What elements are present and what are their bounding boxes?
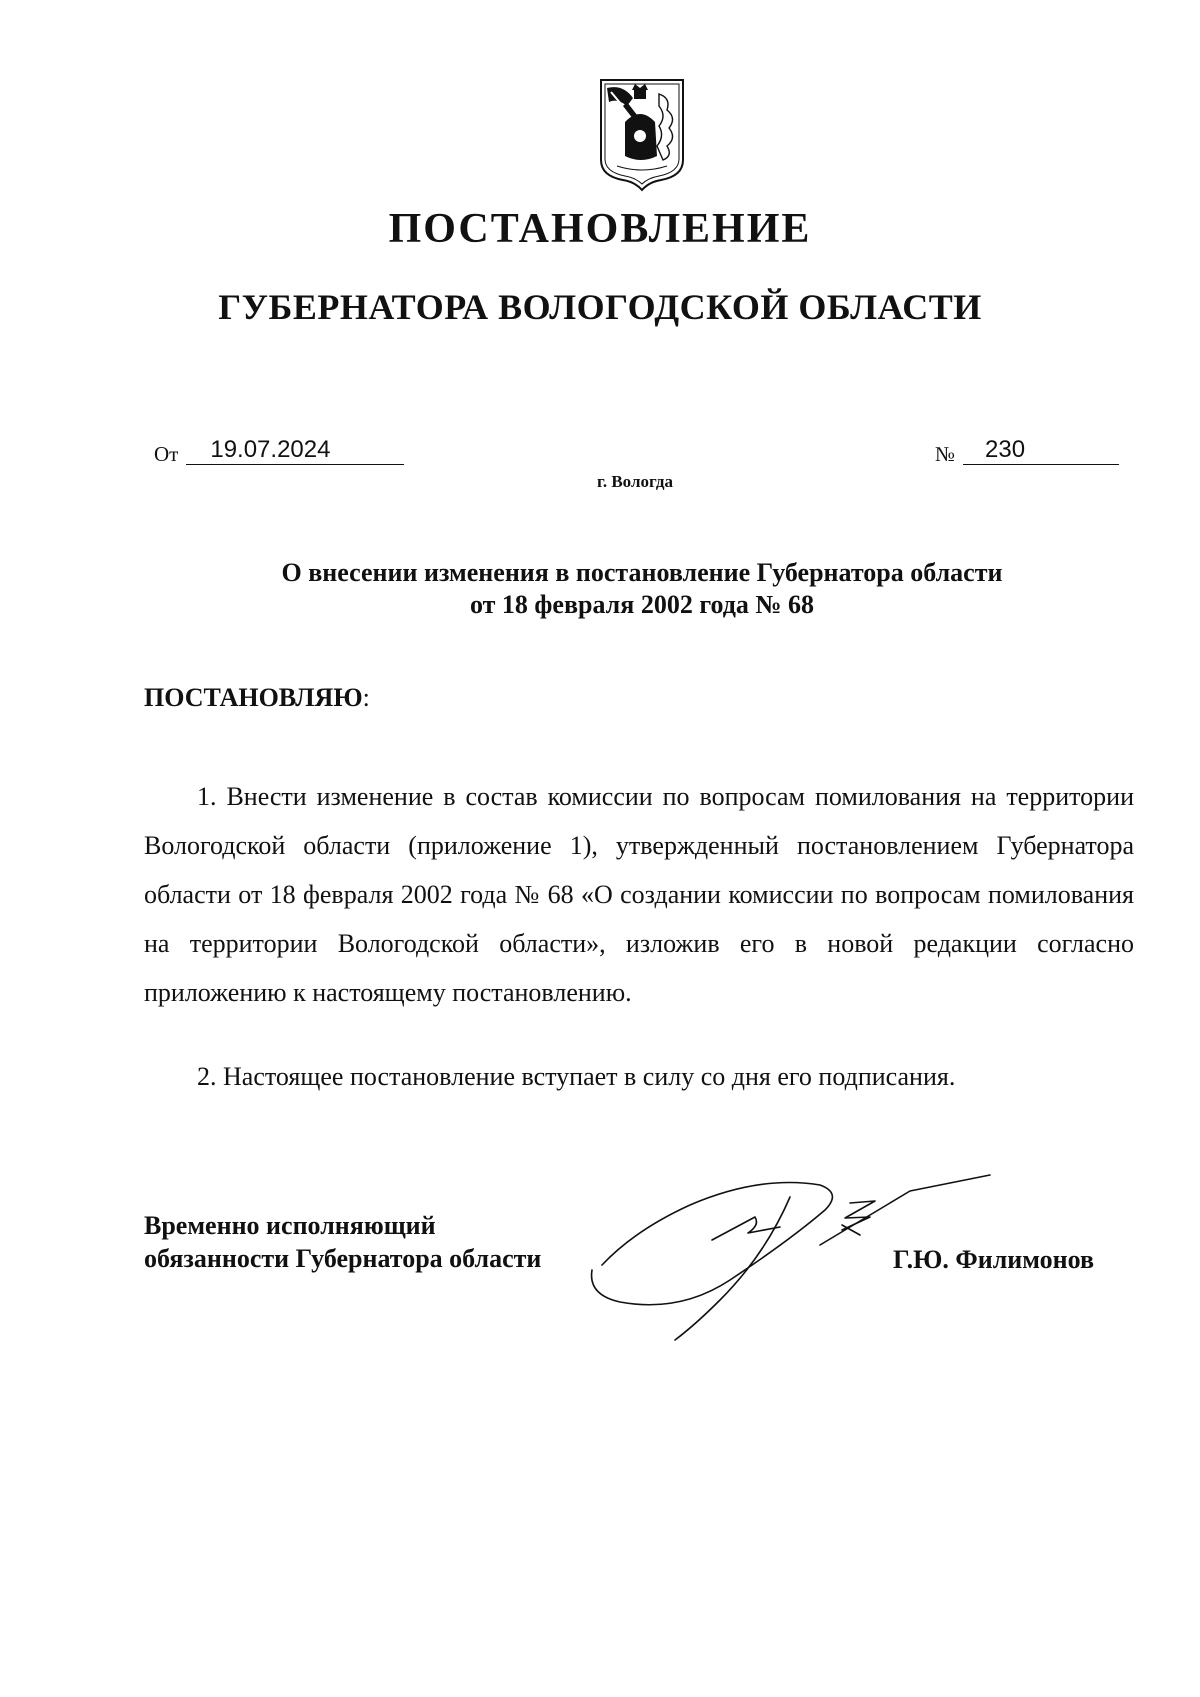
document-date [154,438,404,465]
date-prefix: От [154,442,179,466]
resolve-colon: : [362,683,370,712]
document-title [142,557,1142,621]
body-paragraph-2: 2. Настоящее постановление вступает в силу со дня его подписания. [197,1062,956,1091]
signer-position-line1: Временно исполняющий [144,1211,436,1240]
date-value: 19.07.2024 [186,438,404,465]
body-paragraph-1: 1. Внести изменение в состав комиссии по вопросам помилования на территории Вологодской области (приложение 1), утвержденный постановлением Губернатора области от 18 февраля 2002 года № 68 «О создании комиссии по вопросам помилования на территории Вологодской области», изложив его в новой редакции согласно приложению к настоящему постановлению. [144,782,1134,1007]
document-title-line1: О внесении изменения в постановление Губернатора области [281,558,1003,587]
document-type-heading: ПОСТАНОВЛЕНИЕ [388,206,812,252]
resolve-word: ПОСТАНОВЛЯЮ [144,683,363,712]
document-issuer-heading: ГУБЕРНАТОРА ВОЛОГОДСКОЙ ОБЛАСТИ [218,287,982,327]
signer-position-line2: обязанности Губернатора области [144,1244,542,1273]
document-title-line2: от 18 февраля 2002 года № 68 [469,590,815,620]
number-prefix: № [935,442,956,466]
resolve-heading [144,685,370,711]
number-value: 230 [963,438,1119,465]
vologda-coat-of-arms-icon [597,76,687,192]
signer-name: Г.Ю. Филимонов [893,1245,1095,1274]
signer-position [144,1209,541,1275]
document-number [935,438,1119,465]
document-city: г. Вологда [597,472,673,491]
